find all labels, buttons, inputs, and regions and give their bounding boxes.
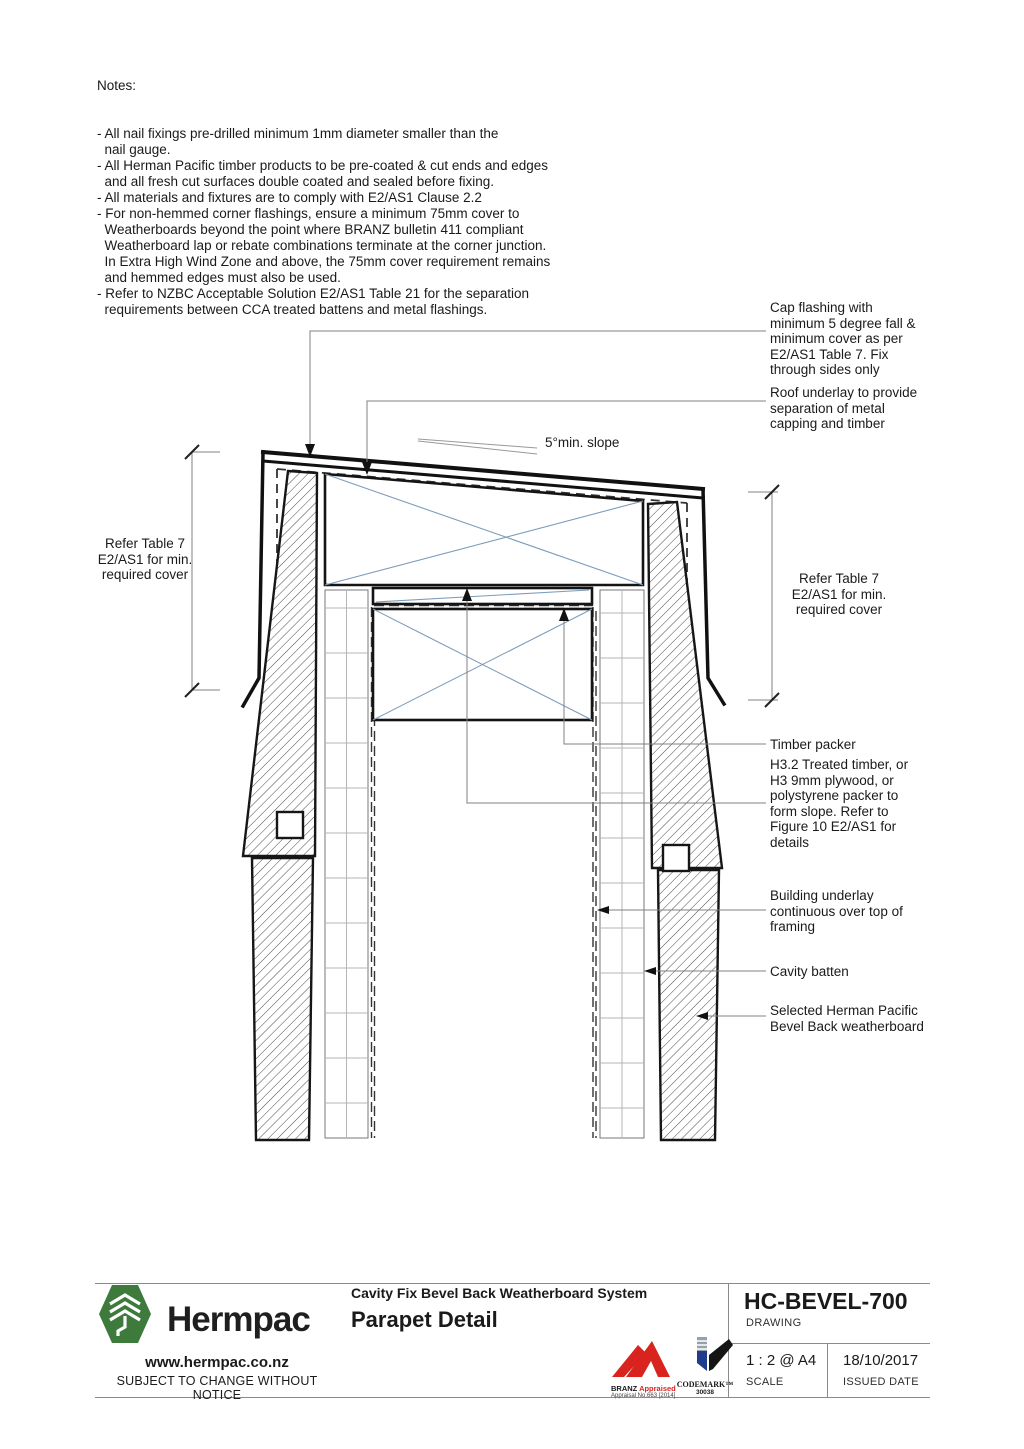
fixing-block-left [277, 812, 303, 838]
titleblock-right-divider [728, 1343, 930, 1344]
annotation-slope: 5°min. slope [545, 435, 620, 450]
fixing-block-right [663, 845, 689, 871]
annotation-cap-flashing: Cap flashing with minimum 5 degree fall & minimum cover as per E2/AS1 Table 7. Fix through sides only [770, 300, 916, 377]
weatherboard-left-upper [243, 471, 317, 856]
codemark-number: 30038 [695, 1389, 715, 1396]
scale-label: SCALE [746, 1376, 784, 1388]
issued-date-value: 18/10/2017 [843, 1352, 919, 1369]
top-blocking [325, 474, 643, 585]
system-name: Cavity Fix Bevel Back Weatherboard System [351, 1285, 648, 1301]
brand-wordmark: Hermpac [167, 1300, 310, 1339]
titleblock-scale-date-divider [827, 1343, 828, 1397]
notes-title: Notes: [97, 78, 137, 93]
dimension-right [748, 485, 779, 707]
scale-value: 1 : 2 @ A4 [746, 1352, 817, 1369]
annotation-weatherboard: Selected Herman Pacific Bevel Back weatherboard [770, 1003, 924, 1034]
disclaimer-text: SUBJECT TO CHANGE WITHOUT NOTICE [116, 1374, 318, 1402]
cavity-batten-left [325, 590, 368, 1138]
page-title: Parapet Detail [351, 1307, 498, 1332]
slope-symbol [418, 439, 537, 454]
weatherboard-left-lower [252, 858, 313, 1140]
annotation-building-underlay: Building underlay continuous over top of framing [770, 888, 903, 934]
notes-lines: - All nail fixings pre-drilled minimum 1mm diameter smaller than the nail gauge. - All Herman Pacific timber products to be pre-coated & cut ends and edges and all fresh cut surfaces double coated and sealed before fixing. - All materials and fixtures are to comply with E2/AS1 Clause 2.2 - For non-hemmed corner flashings, ensure a minimum 75mm cover to Weatherboards beyond the point where BRANZ bulletin 411 compliant Weatherboard lap or rebate combinations terminate at the corner junction. In Extra High Wind Zone and above, the 75mm cover requirement remains and hemmed edges must also be used. - Refer to NZBC Acceptable Solution E2/AS1 Table 21 for the separation requirements between CCA treated battens and metal flashings. [97, 126, 551, 317]
branz-label: BRANZ Appraised [611, 1384, 676, 1393]
annotation-cover-left: Refer Table 7 E2/AS1 for min. required cover [97, 536, 193, 582]
website-url[interactable]: www.hermpac.co.nz [145, 1354, 289, 1371]
codemark-logo [674, 1337, 736, 1396]
annotation-cavity-batten: Cavity batten [770, 964, 849, 979]
titleblock-top-rule [95, 1283, 930, 1284]
scale-cell [746, 1352, 816, 1388]
branz-appraised-logo [611, 1339, 676, 1399]
framing-blocking [373, 609, 592, 720]
annotation-cover-right: Refer Table 7 E2/AS1 for min. required cover [791, 571, 887, 617]
annotation-packer-spec: H3.2 Treated timber, or H3 9mm plywood, or polystyrene packer to form slope. Refer to Figure 10 E2/AS1 for details [770, 757, 909, 850]
annotation-roof-underlay: Roof underlay to provide separation of metal capping and timber [770, 385, 918, 431]
branz-logo-icon [612, 1339, 670, 1379]
issued-date-cell [843, 1352, 919, 1388]
brand-links [92, 1354, 342, 1402]
codemark-label: CODEMARK™ [676, 1380, 734, 1389]
drawing-code-label: DRAWING [746, 1317, 802, 1329]
notes-block [97, 46, 550, 350]
drawing-code: HC-BEVEL-700 [744, 1288, 908, 1314]
annotation-timber-packer: Timber packer [770, 737, 856, 752]
cavity-batten-right [600, 590, 644, 1138]
codemark-logo-icon [675, 1337, 735, 1375]
issued-date-label: ISSUED DATE [843, 1376, 919, 1388]
timber-packer-shape [373, 588, 592, 604]
branz-detail: Appraisal No.663 [2014] [611, 1393, 676, 1399]
hermpac-logo-icon [99, 1284, 151, 1344]
